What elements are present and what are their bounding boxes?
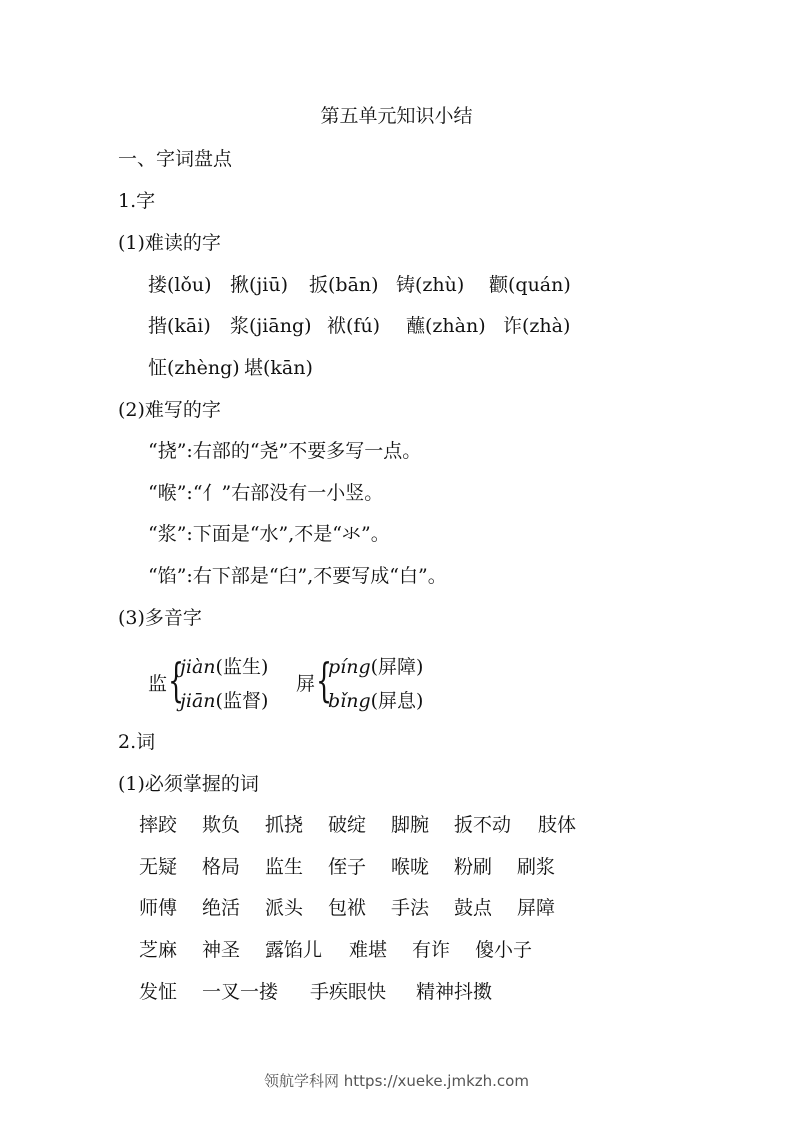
hard-read-item: 颧(quán) [489,274,571,296]
hard-read-item: 揪(jiū) [230,274,289,296]
word-item: 喉咙 [391,856,430,878]
word-item: 精神抖擞 [416,981,493,1003]
word-row [139,813,576,837]
word-item: 无疑 [139,856,178,878]
word-row [139,896,555,920]
word-item: 摔跤 [139,814,178,836]
word-item: 侄子 [328,856,367,878]
example-word: (监督) [215,690,269,712]
word-item: 神圣 [202,939,241,961]
word-item: 芝麻 [139,939,178,961]
word-row [139,980,492,1004]
polyphone-reading [328,686,423,713]
word-item: 屏障 [517,897,556,919]
hard-write-note: “喉”:“亻”右部没有一小竖。 [148,482,384,504]
example-word: (监生) [215,656,269,678]
word-item: 发怔 [139,981,178,1003]
word-item: 格局 [202,856,241,878]
hard-read-item: 堪(kān) [244,357,313,379]
hard-read-item: 浆(jiāng) [230,315,312,337]
word-item: 一叉一搂 [202,981,279,1003]
brace-icon: { [316,653,333,707]
word-item: 难堪 [349,939,388,961]
pinyin: jiān [180,690,216,712]
example-word: (屏息) [370,690,424,712]
word-row [139,938,532,962]
page-title: 第五单元知识小结 [320,105,473,127]
hard-write-note: “挠”:右部的“尧”不要多写一点。 [148,440,422,462]
hard-read-item: 铸(zhù) [396,274,465,296]
hard-read-item: 怔(zhèng) [148,357,240,379]
word-item: 刷浆 [517,856,556,878]
polyphone-heading: (3)多音字 [118,607,202,629]
word-item: 监生 [265,856,304,878]
hard-read-item: 搂(lǒu) [148,274,212,296]
word-item: 手疾眼快 [310,981,387,1003]
word-item: 有诈 [412,939,451,961]
hard-read-row [148,314,570,338]
word-item: 师傅 [139,897,178,919]
word-item: 粉刷 [454,856,493,878]
word-item: 扳不动 [454,814,512,836]
hard-read-item: 扳(bān) [309,274,379,296]
word-item: 破绽 [328,814,367,836]
pinyin: píng [328,656,371,678]
word-item: 傻小子 [475,939,533,961]
hard-read-item: 揩(kāi) [148,315,211,337]
section-heading: 一、字词盘点 [118,148,233,170]
subsection-heading: 2.词 [118,731,156,753]
must-words-heading: (1)必须掌握的词 [118,773,259,795]
example-word: (屏障) [370,656,424,678]
word-item: 包袱 [328,897,367,919]
hard-read-heading: (1)难读的字 [118,232,221,254]
word-item: 露馅儿 [265,939,323,961]
word-item: 派头 [265,897,304,919]
word-item: 脚腕 [391,814,430,836]
word-item: 欺负 [202,814,241,836]
pinyin: jiàn [180,656,216,678]
pinyin: bǐng [328,690,371,712]
hard-write-heading: (2)难写的字 [118,399,221,421]
hard-read-item: 袱(fú) [327,315,381,337]
hard-read-item: 蘸(zhàn) [406,315,486,337]
word-item: 手法 [391,897,430,919]
word-row [139,855,555,879]
word-item: 抓挠 [265,814,304,836]
word-item: 肢体 [538,814,577,836]
polyphone-reading [180,686,268,713]
hard-write-note: “馅”:右下部是“臼”,不要写成“白”。 [148,565,447,587]
word-item: 绝活 [202,897,241,919]
brace-icon: { [168,653,185,707]
subsection-heading: 1.字 [118,190,156,212]
hard-read-row [148,273,571,297]
polyphone-reading [328,652,423,679]
word-item: 鼓点 [454,897,493,919]
polyphone-char: 监 [148,673,168,695]
hard-write-note: “浆”:下面是“水”,不是“氺”。 [148,523,390,545]
footer-watermark: 领航学科网 https://xueke.jmkzh.com [264,1072,529,1090]
hard-read-row [148,356,313,380]
polyphone-reading [180,652,268,679]
polyphone-char: 屏 [296,673,316,695]
hard-read-item: 诈(zhà) [503,315,571,337]
